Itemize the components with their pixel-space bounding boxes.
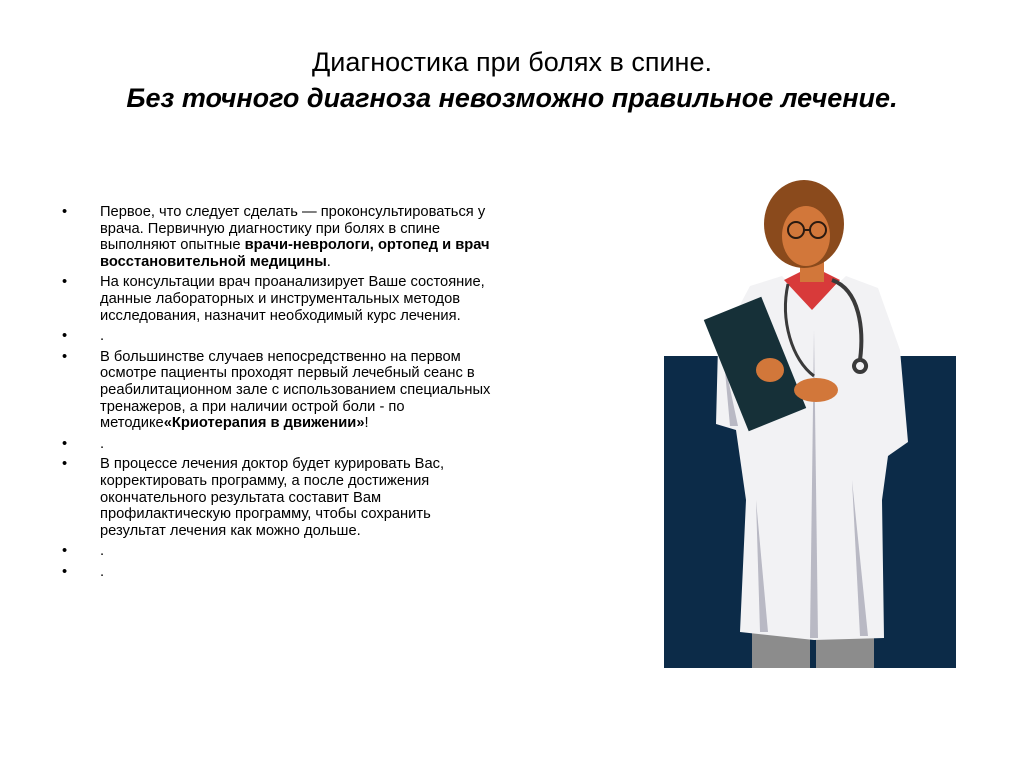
- bullet-list: [60, 204, 500, 584]
- bullet-text: В большинстве случаев непосредственно на первом осмотре пациенты проходят первый лечебный сеанс в реабилитационном зале с использованием специальных тренажеров, а при наличии острой боли - по методике: [100, 348, 491, 432]
- slide-title: [60, 44, 964, 116]
- bullet-item: [60, 349, 500, 432]
- bullet-text: .: [100, 563, 105, 580]
- title-line-2: Без точного диагноза невозможно правильное лечение.: [126, 83, 898, 113]
- bullet-glyph: •: [62, 456, 68, 473]
- bullet-text: В процессе лечения доктор будет курировать Вас, корректировать программу, а после достижения окончательного результата составит Вам профилактическую программу, чтобы сохранить результат лечения как можно дольше.: [100, 456, 445, 539]
- bullet-item: [60, 274, 500, 324]
- bullet-item: [60, 436, 500, 453]
- bullet-text: .: [100, 543, 105, 560]
- bullet-glyph: •: [62, 348, 68, 365]
- bullet-item: [60, 543, 500, 560]
- bullet-text-end: .: [326, 253, 331, 270]
- title-line-1: Диагностика при болях в спине.: [312, 47, 712, 77]
- bullet-text: .: [100, 328, 105, 345]
- bullet-glyph: •: [62, 563, 68, 580]
- bullet-glyph: •: [62, 543, 68, 560]
- doctor-clipart-icon: [664, 180, 956, 668]
- bullet-item: [60, 328, 500, 345]
- bullet-bold-text: врачи-неврологи, ортопед и врач восстановительной медицины: [100, 237, 490, 270]
- bullet-text-end: !: [364, 415, 369, 432]
- bullet-item: [60, 564, 500, 581]
- bullet-glyph: •: [62, 274, 68, 291]
- bullet-glyph: •: [62, 435, 68, 452]
- bullet-glyph: •: [62, 204, 68, 220]
- bullet-bold-text: «Криотерапия в движении»: [163, 415, 365, 432]
- bullet-glyph: •: [62, 328, 68, 345]
- doctor-hand: [794, 378, 838, 402]
- bullet-item: [60, 456, 500, 539]
- bullet-text: .: [100, 435, 105, 452]
- bullet-text: Первое, что следует сделать — проконсультироваться у врача. Первичную диагностику при болях в спине выполняют опытные: [100, 204, 486, 254]
- doctor-hand: [756, 358, 784, 382]
- bullet-text: На консультации врач проанализирует Ваше состояние, данные лабораторных и инструментальных методов исследования, назначит необходимый курс лечения.: [100, 274, 485, 324]
- bullet-item: [60, 204, 500, 270]
